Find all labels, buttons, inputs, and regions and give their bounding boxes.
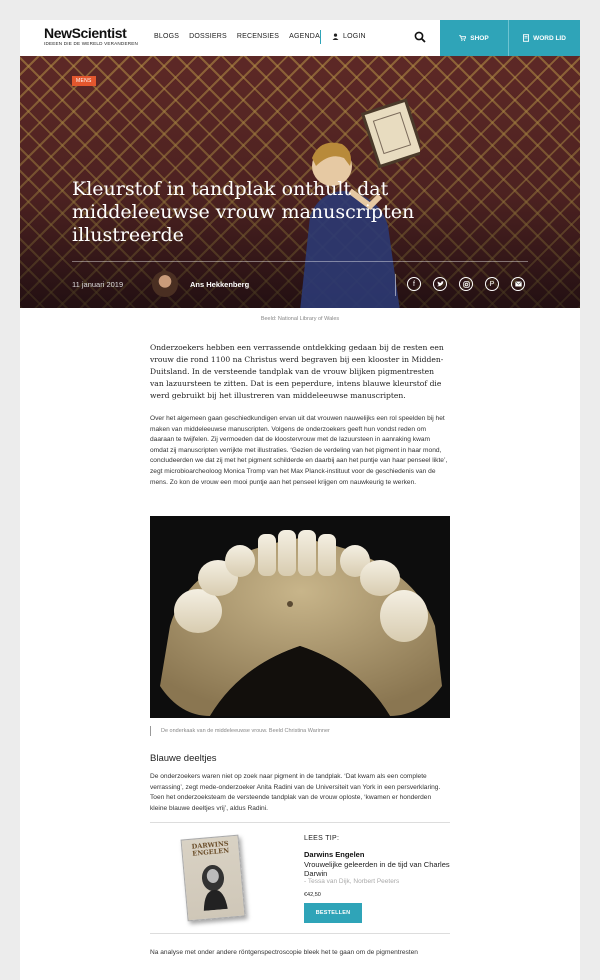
page [20, 20, 580, 980]
instagram-icon[interactable] [459, 277, 473, 291]
user-icon [332, 33, 339, 40]
nav-divider [320, 30, 321, 44]
article-title: Kleurstof in tandplak onthult dat middeleeuwse vrouw manuscripten illustreerde [72, 178, 415, 246]
book-cover[interactable] [181, 835, 246, 922]
article-lead: Onderzoekers hebben een verrassende ontdekking gedaan bij de resten een vrouw die rond 1100 na Christus werd begraven bij een klooster in Midden-Duitsland. In de versteende tandplak van de vrouw blijken pigmentresten van lazuursteen te zitten. Dat is een peperdure, intens blauwe kleurstof die werd gebruikt bij het illustreren van middeleeuwse manuscripten. [150, 343, 444, 400]
tip-divider-bottom [150, 933, 450, 934]
main-nav [154, 33, 320, 40]
logo-tagline: IDEEEN DIE DE WERELD VERANDEREN [44, 41, 139, 46]
cart-icon [459, 35, 466, 41]
site-header [20, 20, 580, 57]
become-member-button[interactable] [509, 20, 580, 56]
book-price: €42,50 [304, 892, 321, 898]
tip-label: LEES TIP: [304, 835, 340, 842]
site-logo[interactable] [44, 26, 138, 47]
section-heading: Blauwe deeltjes [150, 753, 217, 764]
jaw-photo [150, 516, 450, 718]
hero-image [20, 56, 580, 308]
category-tag[interactable]: MENS [72, 76, 96, 86]
facebook-icon[interactable]: f [407, 277, 421, 291]
mail-icon[interactable] [511, 277, 525, 291]
hero-divider [72, 261, 528, 262]
article-paragraph-4: Na analyse met onder andere röntgenspectroscopie bleek het te gaan om de pigmentresten [150, 949, 418, 956]
order-button[interactable]: BESTELLEN [304, 903, 362, 923]
photo-caption: De onderkaak van de middeleeuwse vrouw. Beeld Christina Warinner [150, 726, 330, 736]
share-divider [395, 274, 396, 296]
article-paragraph-3: De onderzoekers waren niet op zoek naar pigment in de tandplak. ‘Dat kwam als een complete verrassing’, zegt mede-onderzoeker Anita Radini van de Universiteit van York in een persverklaring. Toen het onderzoeksteam de versteende tandplak van de vrouw oploste, ‘kwamen er honderden kleine blauwe deeltjes vrij’, aldus Radini. [150, 773, 441, 812]
tip-divider-top [150, 822, 450, 823]
magazine-icon [523, 34, 529, 42]
logo-wordmark: NewScientist [44, 25, 127, 41]
shop-label: SHOP [470, 34, 489, 42]
book-title[interactable]: Darwins Engelen [304, 850, 365, 859]
portrait-illustration [198, 863, 230, 911]
book-subtitle: Vrouwelijke geleerden in de tijd van Charles Darwin [304, 860, 450, 878]
author-name[interactable]: Ans Hekkenberg [190, 280, 250, 289]
nav-dossiers[interactable]: DOSSIERS [189, 33, 227, 40]
pinterest-icon[interactable]: P [485, 277, 499, 291]
publish-date: 11 januari 2019 [72, 280, 124, 289]
member-label: WORD LID [533, 34, 566, 42]
login-label: LOGIN [343, 33, 366, 40]
search-icon[interactable] [414, 31, 426, 43]
hero-caption: Beeld: National Library of Wales [260, 316, 340, 322]
shop-button[interactable] [440, 20, 509, 56]
nav-agenda[interactable]: AGENDA [289, 33, 320, 40]
book-authors: - Tessa van Dijk, Norbert Peeters [304, 878, 400, 885]
nav-blogs[interactable]: BLOGS [154, 33, 180, 40]
author-avatar[interactable] [152, 271, 178, 297]
twitter-icon[interactable] [433, 277, 447, 291]
login-link[interactable] [332, 33, 366, 40]
book-cover-title: DARWINS ENGELEN [191, 839, 230, 858]
nav-recensies[interactable]: RECENSIES [236, 33, 280, 40]
article-paragraph-2: Over het algemeen gaan geschiedkundigen ervan uit dat vrouwen nauwelijks een rol speelden bij het maken van middeleeuwse manuscripten. Volgens de onderzoekers geeft hun vondst reden om daaraan te twijfelen. Zij vermoeden dat de kloostervrouw met de lazuursteen in aanraking kwam omdat zij manuscripten verrijkte met illustraties. ‘Gezien de verdeling van het pigment in haar mond, concludeerden we dat zij met het pigment schilderde en daarbij aan het puntje van haar penseel likte’, zegt microbioarcheoloog Monica Tromp van het Max Planck-instituut voor de geschiedenis van de mens. Zo kon de vrouw een mooi puntje aan het penseel krijgen om nauwkeurig te werken. [150, 415, 448, 486]
